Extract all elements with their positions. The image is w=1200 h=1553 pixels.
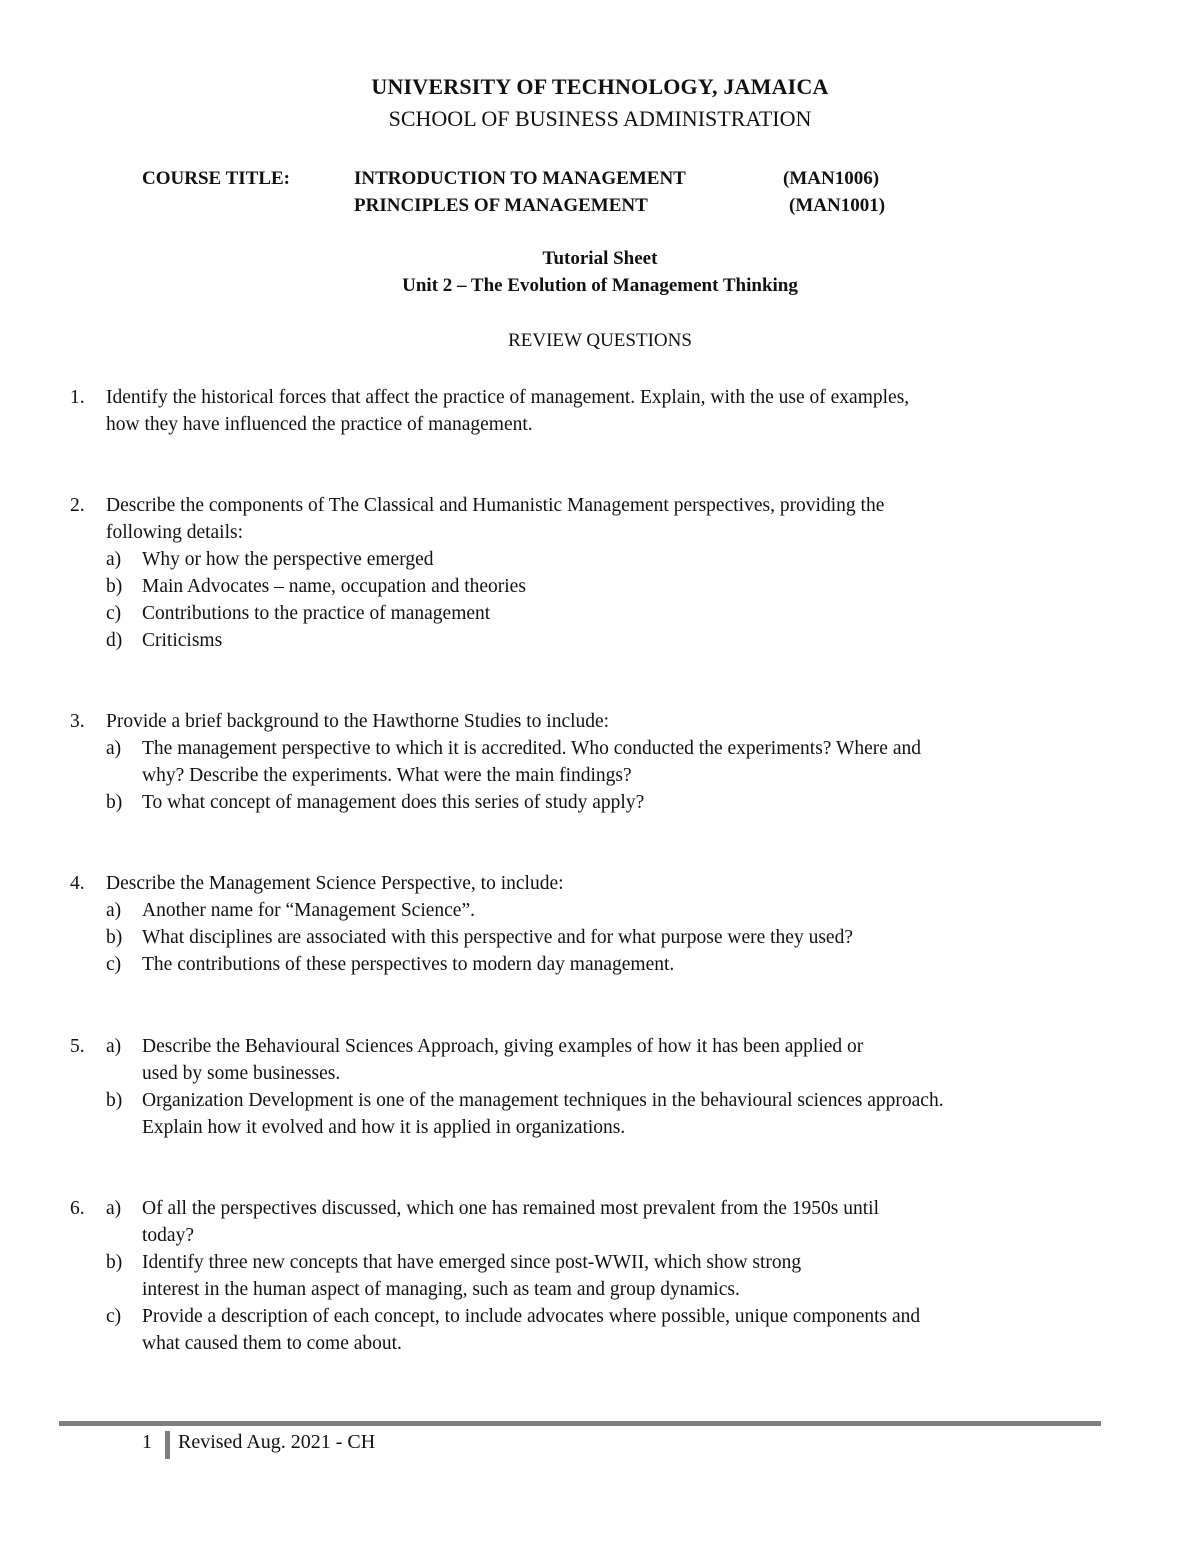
course-title-1: INTRODUCTION TO MANAGEMENT: [354, 168, 686, 189]
sub-question-text: [142, 1033, 1136, 1087]
sub-question-letter: a): [106, 900, 122, 921]
revision-note: Revised Aug. 2021 - CH: [178, 1431, 376, 1453]
sub-question-text: Criticisms: [142, 630, 223, 651]
sub-question-line: The management perspective to which it is accredited. Who conducted the experiments? Where and: [142, 738, 921, 759]
course-code-2: (MAN1001): [789, 195, 886, 216]
sub-question-text: [142, 1249, 1136, 1303]
question-number: 1.: [70, 387, 85, 408]
sub-question-line: Identify three new concepts that have emerged since post-WWII, which show strong: [142, 1252, 802, 1273]
question-text-line: Identify the historical forces that affect the practice of management. Explain, with the use of examples,: [106, 387, 910, 408]
sub-question-letter: b): [106, 1090, 123, 1111]
sub-question-letter: d): [106, 630, 123, 651]
sub-question-letter: b): [106, 1252, 123, 1273]
sub-question-letter: b): [106, 792, 123, 813]
sub-question-letter: a): [106, 549, 122, 570]
question-number: 4.: [70, 873, 85, 894]
question-text: [106, 384, 1136, 438]
footer-divider: [59, 1421, 1101, 1426]
sub-question-text: What disciplines are associated with this perspective and for what purpose were they used?: [142, 927, 853, 948]
sub-question-text: [142, 1303, 1136, 1357]
school-name: SCHOOL OF BUSINESS ADMINISTRATION: [388, 106, 812, 131]
question-number: 5.: [70, 1036, 85, 1057]
question-text: [106, 492, 1136, 546]
question-text-line: how they have influenced the practice of management.: [106, 414, 533, 435]
sub-question-text: The contributions of these perspectives to modern day management.: [142, 954, 675, 975]
unit-title: Unit 2 – The Evolution of Management Thinking: [402, 275, 798, 296]
section-heading: REVIEW QUESTIONS: [508, 330, 692, 351]
sub-question-line: used by some businesses.: [142, 1063, 341, 1084]
sub-question-letter: c): [106, 1306, 122, 1327]
sub-question-line: what caused them to come about.: [142, 1333, 402, 1354]
footer-separator: [165, 1431, 170, 1459]
sub-question-line: interest in the human aspect of managing, such as team and group dynamics.: [142, 1279, 740, 1300]
sub-question-line: Organization Development is one of the management techniques in the behavioural sciences approach.: [142, 1090, 944, 1111]
university-name: UNIVERSITY OF TECHNOLOGY, JAMAICA: [371, 74, 829, 99]
sub-question-line: Provide a description of each concept, to include advocates where possible, unique components and: [142, 1306, 921, 1327]
course-title-label: COURSE TITLE:: [142, 168, 291, 189]
question-number: 6.: [70, 1198, 85, 1219]
course-code-1: (MAN1006): [783, 168, 880, 189]
sub-question-text: Why or how the perspective emerged: [142, 549, 434, 570]
sub-question-line: Explain how it evolved and how it is applied in organizations.: [142, 1117, 626, 1138]
sub-question-letter: b): [106, 927, 123, 948]
sub-question-text: Another name for “Management Science”.: [142, 900, 475, 921]
sub-question-text: [142, 1087, 1136, 1141]
question-number: 2.: [70, 495, 85, 516]
page-number: 1: [142, 1431, 152, 1453]
sub-question-text: [142, 1195, 1136, 1249]
question-text: Provide a brief background to the Hawthorne Studies to include:: [106, 711, 610, 732]
sub-question-line: Of all the perspectives discussed, which one has remained most prevalent from the 1950s until: [142, 1198, 880, 1219]
sub-question-letter: a): [106, 1198, 122, 1219]
sub-question-line: today?: [142, 1225, 194, 1246]
question-number: 3.: [70, 711, 85, 732]
sub-question-text: [142, 735, 1136, 789]
sub-question-letter: a): [106, 1036, 122, 1057]
course-title-2: PRINCIPLES OF MANAGEMENT: [354, 195, 648, 216]
sub-question-text: Main Advocates – name, occupation and theories: [142, 576, 526, 597]
question-text-line: Describe the components of The Classical and Humanistic Management perspectives, providing the: [106, 495, 885, 516]
question-text: Describe the Management Science Perspective, to include:: [106, 873, 564, 894]
sub-question-letter: a): [106, 738, 122, 759]
sub-question-text: To what concept of management does this series of study apply?: [142, 792, 645, 813]
sub-question-letter: c): [106, 954, 122, 975]
question-text-line: following details:: [106, 522, 244, 543]
sheet-title: Tutorial Sheet: [542, 248, 658, 269]
sub-question-text: Contributions to the practice of management: [142, 603, 491, 624]
sub-question-line: why? Describe the experiments. What were the main findings?: [142, 765, 632, 786]
sub-question-letter: b): [106, 576, 123, 597]
sub-question-letter: c): [106, 603, 122, 624]
sub-question-line: Describe the Behavioural Sciences Approach, giving examples of how it has been applied or: [142, 1036, 864, 1057]
